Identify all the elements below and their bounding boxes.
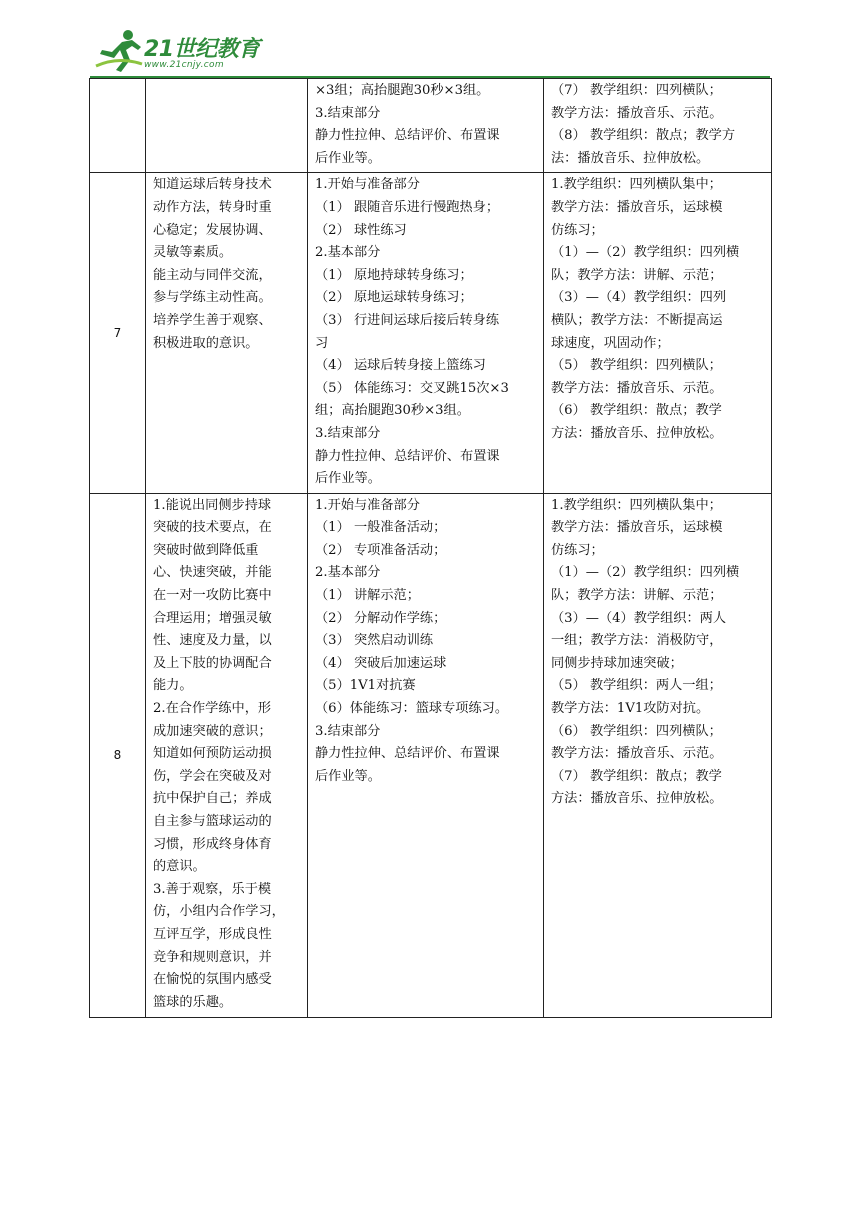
content-line: （1） 原地持球转身练习； [315, 267, 473, 283]
method-line: （5） 教学组织：四列横队； [551, 358, 722, 374]
table-row [90, 79, 772, 173]
method-line: 队；教学方法：讲解、示范； [551, 588, 723, 604]
goal-line: 合理运用；增强灵敏 [153, 610, 272, 626]
method-line: （6） 教学组织：四列横队； [551, 723, 722, 739]
content-line: （1） 跟随音乐进行慢跑热身； [315, 199, 500, 215]
goal-line: 知道运球后转身技术 [153, 177, 272, 193]
goal-line: 在愉悦的氛围内感受 [153, 972, 272, 988]
goal-line: 及上下肢的协调配合 [153, 655, 272, 671]
method-line: （5） 教学组织：两人一组； [551, 678, 722, 694]
content-line: 组；高抬腿跑30秒×3组。 [315, 403, 470, 419]
method-line: （3）—（4）教学组织：四列 [551, 290, 727, 306]
content-line: （1） 一般准备活动； [315, 520, 447, 536]
content-line: （5）1V1对抗赛 [315, 678, 416, 694]
goal-cell [146, 173, 308, 493]
method-line: （1）—（2）教学组织：四列横 [551, 245, 740, 261]
goal-line: 突破的技术要点，在 [153, 520, 272, 536]
goal-line: 1.能说出同侧步持球 [153, 497, 272, 513]
goal-line: 参与学练主动性高。 [153, 290, 272, 306]
method-line: 一组；教学方法：消极防守， [551, 633, 723, 649]
goal-line: 习惯，形成终身体育 [153, 836, 272, 852]
method-line: （8） 教学组织：散点；教学方 [551, 128, 736, 144]
method-line: 球速度，巩固动作； [551, 335, 670, 351]
goal-line: 心稳定；发展协调、 [153, 222, 272, 238]
table-row [90, 173, 772, 493]
goal-line: 抗中保护自己；养成 [153, 791, 272, 807]
content-line: （4） 突破后加速运球 [315, 655, 447, 671]
content-line: （2） 原地运球转身练习； [315, 290, 473, 306]
goal-line: 2.在合作学练中，形 [153, 701, 272, 717]
content-line: 1.开始与准备部分 [315, 497, 420, 513]
goal-line: 性、速度及力量，以 [153, 633, 272, 649]
method-line: 横队；教学方法：不断提高运 [551, 312, 723, 328]
goal-line: 伤，学会在突破及对 [153, 768, 272, 784]
method-line: （6） 教学组织：散点；教学 [551, 403, 722, 419]
goal-line: 篮球的乐趣。 [153, 994, 233, 1010]
goal-line: 竞争和规则意识，并 [153, 949, 272, 965]
method-line: 教学方法：播放音乐、示范。 [551, 105, 723, 121]
method-cell [544, 173, 772, 493]
goal-line: 成加速突破的意识； [153, 723, 272, 739]
content-cell [308, 493, 544, 1017]
goal-line: 突破时做到降低重 [153, 542, 259, 558]
method-line: 方法：播放音乐、拉伸放松。 [551, 791, 723, 807]
content-line: 静力性拉伸、总结评价、布置课 [315, 128, 500, 144]
method-line: 仿练习； [551, 222, 604, 238]
method-cell [544, 493, 772, 1017]
content-cell [308, 79, 544, 173]
content-line: 3.结束部分 [315, 105, 381, 121]
goal-cell [146, 79, 308, 173]
goal-line: 知道如何预防运动损 [153, 746, 272, 762]
method-line: 教学方法：播放音乐、示范。 [551, 746, 723, 762]
method-line: 仿练习； [551, 542, 604, 558]
content-line: 后作业等。 [315, 768, 381, 784]
content-line: （3） 突然启动训练 [315, 633, 434, 649]
goal-line: 3.善于观察，乐于模 [153, 881, 272, 897]
content-line: 习 [315, 335, 329, 351]
site-logo [92, 26, 272, 74]
method-line: 1.教学组织：四列横队集中； [551, 177, 722, 193]
runner-logo-icon [92, 26, 144, 74]
content-line: （2） 分解动作学练； [315, 610, 447, 626]
goal-line: 积极进取的意识。 [153, 335, 259, 351]
content-line: ×3组；高抬腿跑30秒×3组。 [315, 83, 490, 98]
goal-cell [146, 493, 308, 1017]
goal-line: 心、快速突破，并能 [153, 565, 272, 581]
lesson-plan-body [90, 79, 772, 1018]
method-line: （1）—（2）教学组织：四列横 [551, 565, 740, 581]
method-line: （7） 教学组织：散点；教学 [551, 768, 722, 784]
goal-line: 动作方法，转身时重 [153, 199, 272, 215]
content-line: （1） 讲解示范； [315, 588, 420, 604]
content-line: （3） 行进间运球后接后转身练 [315, 312, 500, 328]
lesson-plan-table [89, 78, 772, 1018]
method-line: 1.教学组织：四列横队集中； [551, 497, 722, 513]
goal-line: 互评互学，形成良性 [153, 926, 272, 942]
lesson-number [90, 79, 146, 173]
content-line: 静力性拉伸、总结评价、布置课 [315, 746, 500, 762]
content-line: （2） 球性练习 [315, 222, 407, 238]
method-line: 同侧步持球加速突破； [551, 655, 683, 671]
content-line: 3.结束部分 [315, 425, 381, 441]
goal-line: 的意识。 [153, 859, 206, 875]
content-line: 3.结束部分 [315, 723, 381, 739]
method-line: 方法：播放音乐、拉伸放松。 [551, 425, 723, 441]
method-line: 教学方法：播放音乐，运球模 [551, 199, 723, 215]
lesson-number: 8 [90, 493, 146, 1017]
table-row [90, 493, 772, 1017]
method-line: （3）—（4）教学组织：两人 [551, 610, 727, 626]
method-line: 教学方法：1V1攻防对抗。 [551, 701, 710, 717]
method-line: 法：播放音乐、拉伸放松。 [551, 150, 710, 166]
content-line: 1.开始与准备部分 [315, 177, 420, 193]
content-line: 静力性拉伸、总结评价、布置课 [315, 448, 500, 464]
goal-line: 在一对一攻防比赛中 [153, 588, 272, 604]
method-line: 教学方法：播放音乐、示范。 [551, 380, 723, 396]
goal-line: 能力。 [153, 678, 193, 694]
goal-line: 能主动与同伴交流， [153, 267, 272, 283]
content-line: （5） 体能练习：交叉跳15次×3 [315, 380, 509, 396]
content-line: 后作业等。 [315, 150, 381, 166]
content-line: （4） 运球后转身接上篮练习 [315, 358, 486, 374]
content-line: （2） 专项准备活动； [315, 542, 447, 558]
method-line: 教学方法：播放音乐，运球模 [551, 520, 723, 536]
goal-line: 灵敏等素质。 [153, 245, 233, 261]
brand-name: 21世纪教育 [144, 37, 260, 62]
content-line: 2.基本部分 [315, 245, 381, 261]
content-line: 后作业等。 [315, 471, 381, 487]
content-line: 2.基本部分 [315, 565, 381, 581]
lesson-number: 7 [90, 173, 146, 493]
brand-url: www.21cnjy.com [144, 60, 224, 70]
goal-line: 自主参与篮球运动的 [153, 814, 272, 829]
method-cell [544, 79, 772, 173]
content-cell [308, 173, 544, 493]
goal-line: 仿，小组内合作学习， [153, 904, 285, 920]
method-line: （7） 教学组织：四列横队； [551, 83, 722, 98]
content-line: （6）体能练习：篮球专项练习。 [315, 701, 509, 717]
goal-line: 培养学生善于观察、 [153, 312, 272, 328]
method-line: 队；教学方法：讲解、示范； [551, 267, 723, 283]
